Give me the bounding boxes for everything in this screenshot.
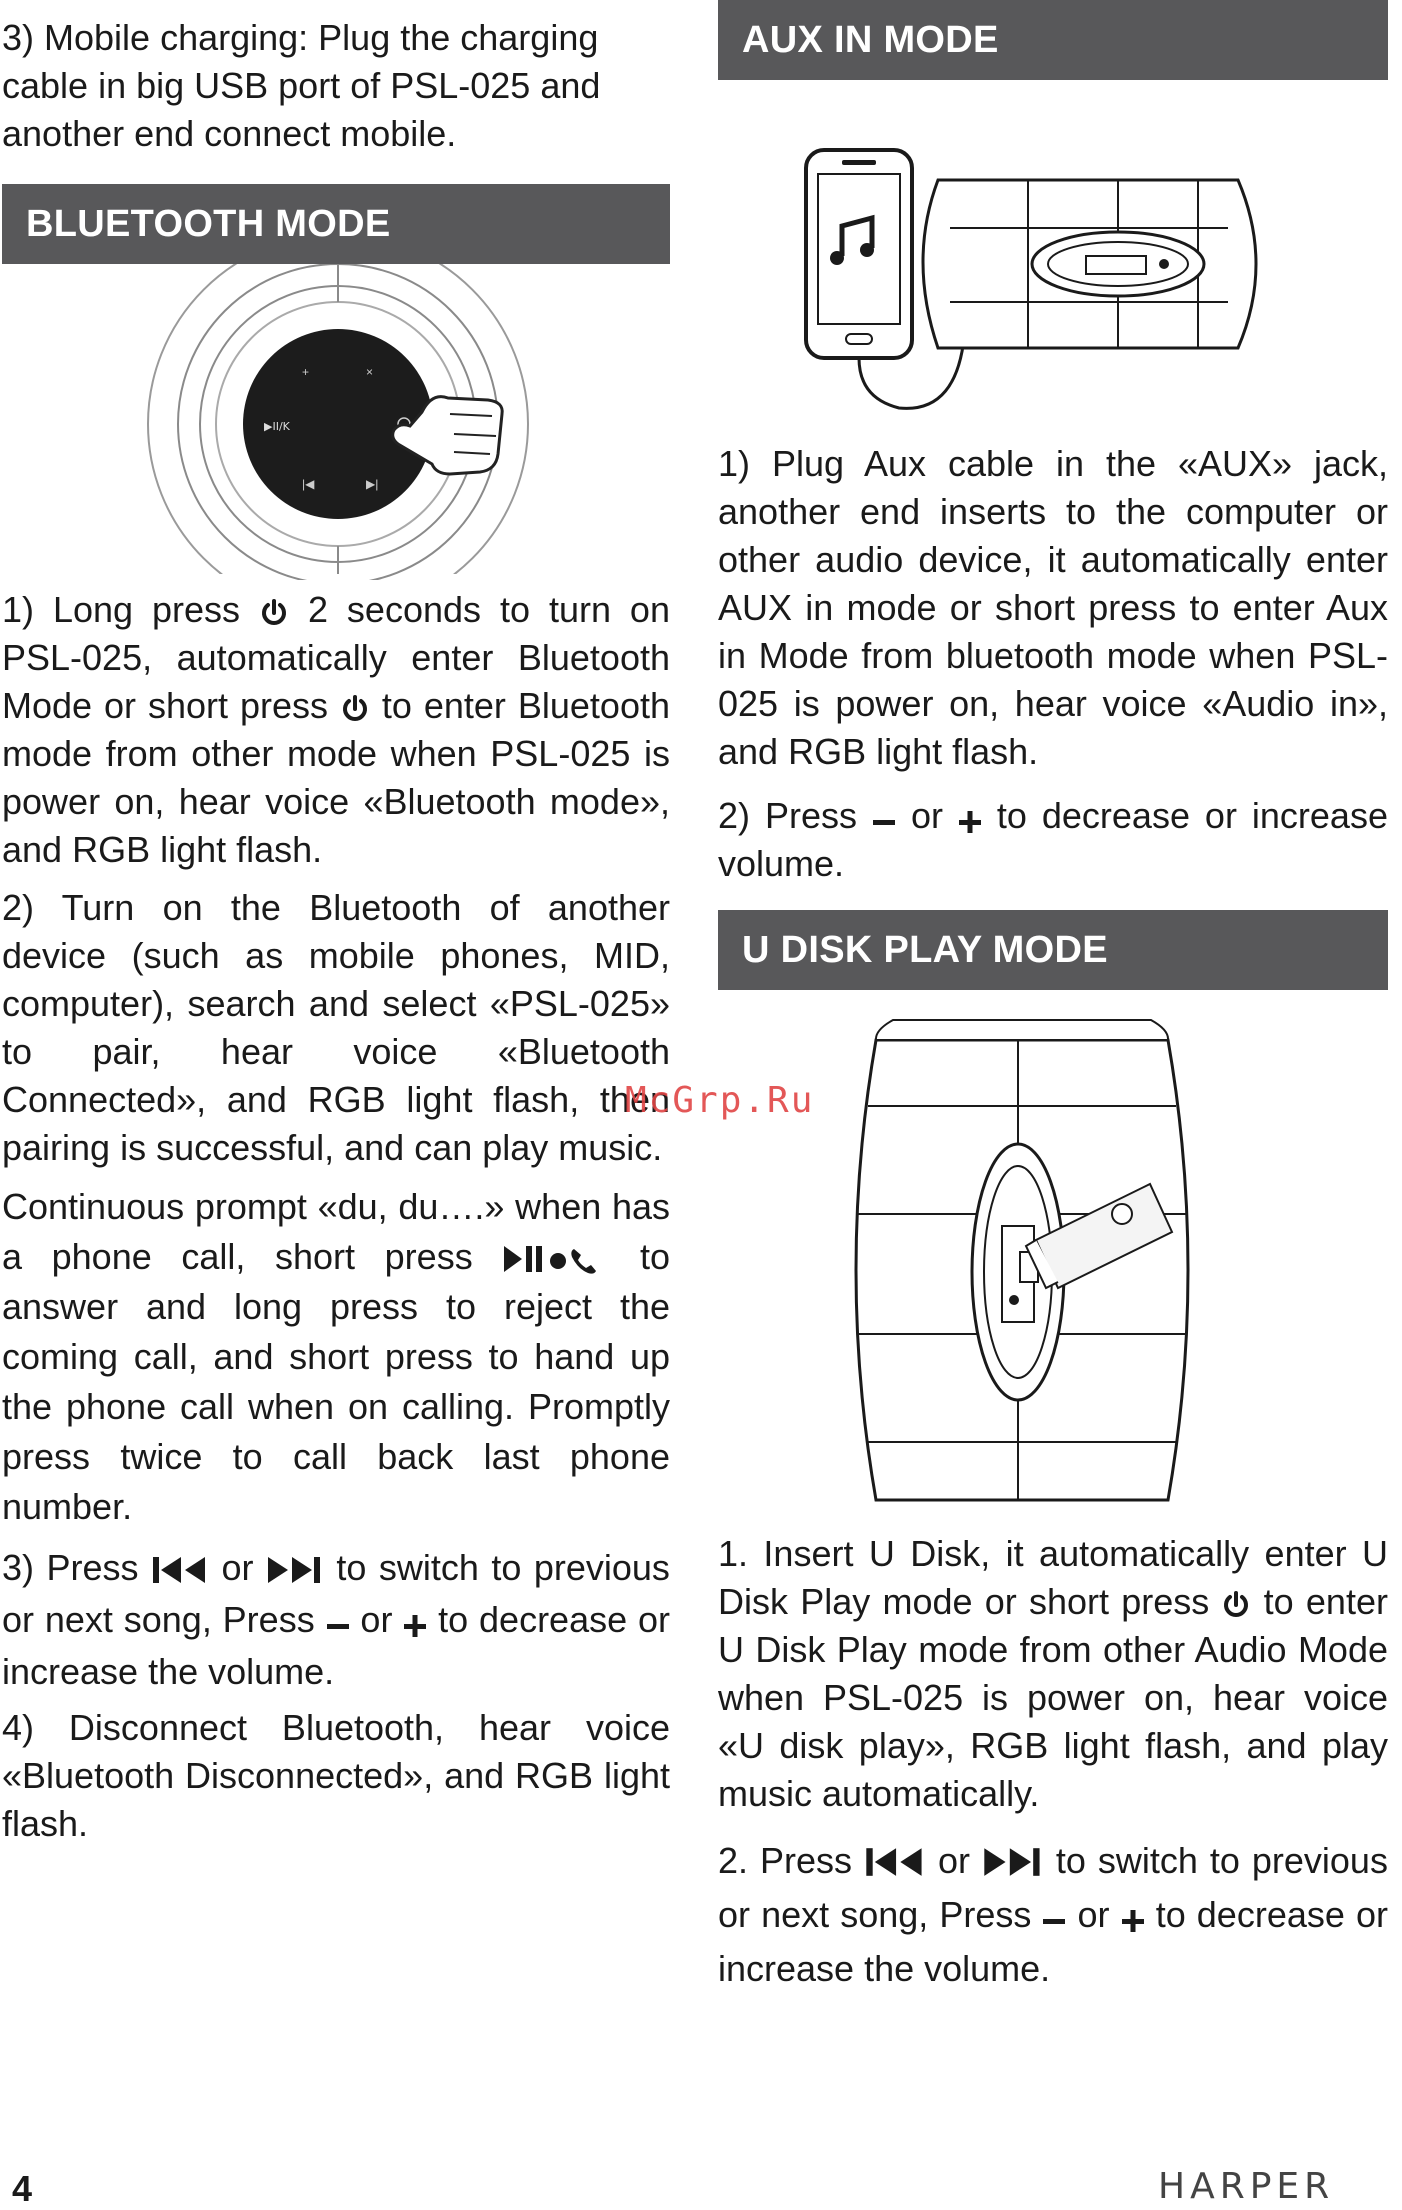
bluetooth-step-2: 2) Turn on the Bluetooth of another device (such as mobile phones, MID, computer), search and select «PSL-025» to pair, hear voice «Bluetooth Connected», and RGB light flash, then pairing is successful, and can play music.	[2, 887, 670, 1168]
power-icon	[340, 694, 370, 724]
u-disk-step-1-part-b: to enter U Disk Play mode from other Audio Mode when PSL-025 is power on, hear voice «U disk play», RGB light flash, and play music automatically.	[718, 1581, 1388, 1814]
bluetooth-step-1-part-c: to enter Bluetooth mode from other mode when PSL-025 is power on, hear voice «Bluetooth mode», and RGB light flash.	[2, 685, 670, 870]
power-icon	[1221, 1590, 1251, 1620]
bluetooth-step-3-part-a: 3) Press	[2, 1547, 139, 1588]
svg-text:▶|: ▶|	[366, 477, 379, 491]
plus-icon	[403, 1614, 427, 1638]
svg-text:×: ×	[366, 365, 374, 379]
bluetooth-step-3-part-e: to decrease or increase the volume.	[2, 1599, 670, 1692]
aux-step-2-part-c: to decrease or increase volume.	[718, 795, 1388, 884]
plus-icon	[958, 810, 982, 834]
u-disk-step-2-part-a: 2. Press	[718, 1840, 853, 1881]
next-track-icon	[266, 1554, 324, 1586]
aux-in-mode-header: AUX IN MODE	[718, 0, 1388, 80]
svg-text:|◀: |◀	[302, 477, 315, 491]
u-disk-step-2-part-c: to switch to previous or next song, Press	[718, 1840, 1388, 1935]
power-icon	[259, 598, 289, 628]
u-disk-play-mode-header: U DISK PLAY MODE	[718, 910, 1388, 990]
bluetooth-step-3-part-c: to switch to previous or next song, Press	[2, 1547, 670, 1640]
previous-track-icon	[864, 1845, 926, 1879]
phone-call-part-a: Continuous prompt «du, du….» when has a phone call, short press	[2, 1186, 670, 1277]
bluetooth-mode-header: BLUETOOTH MODE	[2, 184, 670, 264]
u-disk-step-1	[718, 1530, 1388, 1818]
mobile-charging-paragraph: 3) Mobile charging: Plug the charging cable in big USB port of PSL-025 and another end connect mobile.	[2, 17, 601, 154]
bluetooth-step-1-part-b: 2 seconds to turn on PSL-025, automatically enter Bluetooth Mode or short press	[2, 589, 670, 726]
watermark: McGrp.Ru	[625, 1080, 815, 1121]
u-disk-step-2-part-b: or	[937, 1840, 970, 1881]
page-number: 4	[12, 2168, 33, 2209]
u-disk-step-2-part-e: to decrease or increase the volume.	[718, 1894, 1388, 1989]
bluetooth-step-3-part-d: or	[360, 1599, 393, 1640]
aux-connection-illustration	[718, 80, 1388, 440]
bluetooth-step-1-part-a: 1) Long press	[2, 589, 241, 630]
bluetooth-step-4: 4) Disconnect Bluetooth, hear voice «Bluetooth Disconnected», and RGB light flash.	[2, 1707, 670, 1844]
aux-step-2	[718, 792, 1388, 888]
aux-step-2-part-b: or	[910, 795, 943, 836]
bluetooth-step-3-part-b: or	[221, 1547, 254, 1588]
bluetooth-step-1	[2, 586, 670, 874]
minus-icon	[1042, 1909, 1066, 1933]
svg-text:▶II/K: ▶II/K	[264, 420, 290, 433]
aux-step-1: 1) Plug Aux cable in the «AUX» jack, another end inserts to the computer or other audio device, it automatically enter AUX in mode or short press to enter Aux in Mode from bluetooth mode when PSL-025 is power on, hear voice «Audio in», and RGB light flash.	[718, 443, 1388, 772]
u-disk-step-1-part-a: 1. Insert U Disk, it automatically enter U Disk Play mode or short press	[718, 1533, 1388, 1622]
svg-text:+: +	[302, 365, 310, 379]
minus-icon	[326, 1614, 350, 1638]
left-column	[2, 0, 670, 1848]
phone-call-part-b: to answer and long press to reject the coming call, and short press to hand up the phone call when on calling. Promptly press twice to call back last phone number.	[2, 1236, 670, 1527]
u-disk-step-2	[718, 1834, 1388, 1996]
aux-step-2-part-a: 2) Press	[718, 795, 857, 836]
speaker-top-illustration	[2, 264, 670, 580]
play-pause-call-icon	[502, 1243, 610, 1275]
u-disk-step-2-part-d: or	[1077, 1894, 1110, 1935]
u-disk-illustration	[718, 990, 1388, 1530]
next-track-icon	[982, 1845, 1044, 1879]
phone-call-paragraph	[2, 1182, 670, 1532]
right-column	[718, 0, 1388, 1996]
plus-icon	[1121, 1909, 1145, 1933]
previous-track-icon	[151, 1554, 209, 1586]
brand-logo: HARPER	[1158, 2166, 1335, 2207]
minus-icon	[872, 810, 896, 834]
bluetooth-step-3	[2, 1542, 670, 1698]
